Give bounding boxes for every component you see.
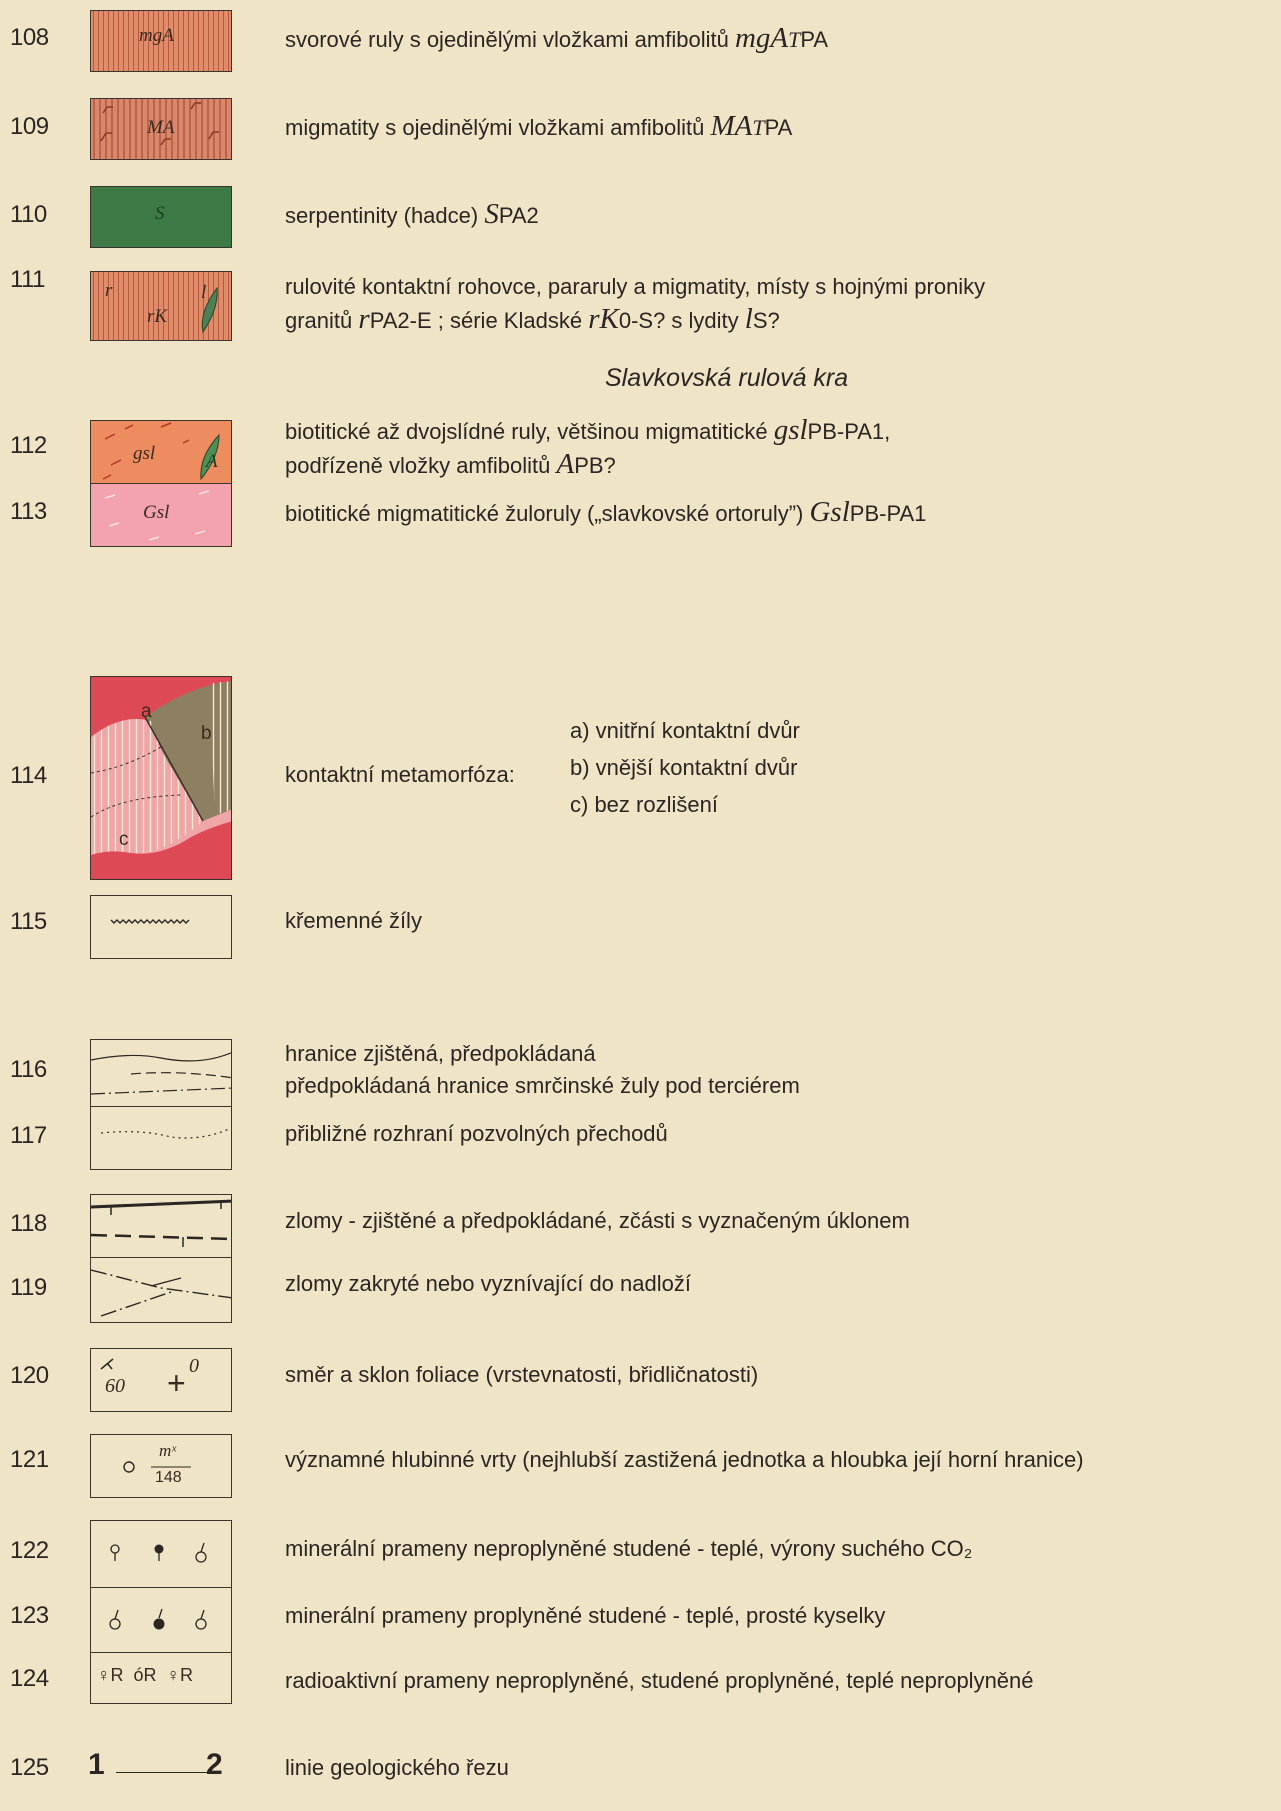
legend-text-122: minerální prameny neproplyněné studené - teplé, výrony suchého CO₂ — [285, 1536, 973, 1561]
legend-text-108 — [285, 22, 828, 56]
desc-text: migmatity s ojedinělými vložkami amfibolitů — [285, 115, 705, 140]
dip-zero: 0 — [189, 1355, 199, 1377]
desc-line-2 — [285, 303, 985, 337]
zone-label-c: c — [119, 829, 129, 850]
row-number-114: 114 — [10, 762, 47, 789]
desc-line-1: hranice zjištěná, předpokládaná — [285, 1041, 596, 1066]
text: granitů — [285, 308, 353, 333]
legend-swatch-radioactive-springs — [90, 1652, 232, 1704]
unit-symbol: MA — [710, 110, 753, 142]
legend-text-119: zlomy zakryté nebo vyznívající do nadloží — [285, 1271, 691, 1296]
section-end-label: 2 — [206, 1748, 223, 1781]
legend-text-117: přibližné rozhraní pozvolných přechodů — [285, 1121, 668, 1146]
legend-text-116 — [285, 1038, 800, 1102]
row-number-116: 116 — [10, 1056, 47, 1083]
row-number-123: 123 — [10, 1602, 49, 1629]
row-number-122: 122 — [10, 1537, 49, 1564]
desc-line-2 — [285, 448, 890, 482]
legend-swatch-orthogneiss — [90, 483, 232, 547]
swatch-label: S — [155, 203, 165, 224]
swatch-label-r: r — [105, 280, 113, 301]
age-code: PB-PA1 — [849, 501, 927, 526]
desc-line-1 — [285, 414, 890, 448]
age-code: PA — [764, 115, 793, 140]
legend-text-113 — [285, 496, 926, 530]
unit-symbol: l — [744, 303, 753, 335]
section-line — [116, 1772, 208, 1773]
desc-line-1: rulovité kontaktní rohovce, pararuly a migmatity, místy s hojnými proniky — [285, 274, 986, 299]
row-number-111: 111 — [10, 266, 45, 293]
legend-swatch-serpentinite — [90, 186, 232, 248]
legend-text-114-b: b) vnější kontaktní dvůr — [570, 755, 798, 780]
row-number-109: 109 — [10, 113, 49, 140]
legend-text-114-c: c) bez rozlišení — [570, 792, 718, 817]
legend-swatch-biotite-gneiss — [90, 420, 232, 484]
row-number-112: 112 — [10, 432, 47, 459]
swatch-label: MA — [147, 117, 175, 138]
swatch-label-a: A — [206, 451, 218, 472]
swatch-label: mgA — [139, 25, 174, 46]
radioactive-symbols: ♀R óR ♀R — [97, 1665, 194, 1685]
text: podřízeně vložky amfibolitů — [285, 453, 551, 478]
section-line-symbol — [88, 1746, 238, 1786]
legend-swatch-borehole — [90, 1434, 232, 1498]
text: 0-S? s lydity — [618, 308, 739, 333]
row-number-125: 125 — [10, 1754, 49, 1781]
desc-text: svorové ruly s ojedinělými vložkami amfibolitů — [285, 27, 729, 52]
legend-text-114-lead: kontaktní metamorfóza: — [285, 762, 515, 787]
legend-text-109 — [285, 110, 792, 144]
legend-text-111 — [285, 271, 985, 337]
desc-line-2: předpokládaná hranice smrčinské žuly pod terciérem — [285, 1073, 800, 1098]
swatch-label: Gsl — [143, 502, 170, 523]
unit-symbol: rK — [588, 303, 619, 335]
legend-text-120: směr a sklon foliace (vrstevnatosti, břidličnatosti) — [285, 1362, 759, 1387]
row-number-117: 117 — [10, 1122, 47, 1149]
unit-subscript: T — [752, 115, 765, 140]
horizontal-symbol: + — [167, 1365, 186, 1401]
row-number-113: 113 — [10, 498, 47, 525]
zone-label-b: b — [201, 723, 212, 744]
legend-text-124: radioaktivní prameny neproplyněné, studené proplyněné, teplé neproplyněné — [285, 1668, 1034, 1693]
unit-symbol: S — [484, 198, 499, 230]
desc-text: biotitické migmatitické žuloruly („slavkovské ortoruly”) — [285, 501, 804, 526]
legend-swatch-boundaries — [90, 1039, 232, 1107]
desc-text: serpentinity (hadce) — [285, 203, 479, 228]
legend-text-112 — [285, 414, 890, 482]
age-code: PA2 — [498, 203, 539, 228]
legend-swatch-foliation — [90, 1348, 232, 1412]
unit-symbol: mgA — [734, 22, 789, 54]
unit-symbol: r — [358, 303, 370, 335]
row-number-121: 121 — [10, 1446, 49, 1473]
section-heading: Slavkovská rulová kra — [605, 364, 849, 392]
swatch-label-gsl: gsl — [133, 443, 156, 464]
zone-label-a: a — [141, 701, 152, 722]
text: PA2-E ; série Kladské — [369, 308, 583, 333]
unit-symbol: A — [556, 448, 575, 480]
legend-swatch-mica-schist-gneiss — [90, 10, 232, 72]
legend-swatch-migmatite — [90, 98, 232, 160]
legend-text-121: významné hlubinné vrty (nejhlubší zastižená jednotka a hloubka její horní hranice) — [285, 1447, 1084, 1472]
section-start-label: 1 — [88, 1748, 105, 1781]
row-number-110: 110 — [10, 201, 47, 228]
row-number-119: 119 — [10, 1274, 47, 1301]
unit-symbol: Gsl — [809, 496, 850, 528]
unit-symbol: gsl — [773, 414, 808, 446]
legend-text-125: linie geologického řezu — [285, 1755, 509, 1780]
legend-text-118: zlomy - zjištěné a předpokládané, zčásti s vyznačeným úklonem — [285, 1208, 910, 1233]
legend-text-115: křemenné žíly — [285, 908, 422, 933]
legend-swatch-springs-carbonated — [90, 1587, 232, 1653]
legend-text-114-a: a) vnitřní kontaktní dvůr — [570, 718, 800, 743]
unit-subscript: T — [788, 27, 801, 52]
legend-swatch-contact-hornfels — [90, 271, 232, 341]
dip-angle: 60 — [105, 1375, 125, 1397]
row-number-118: 118 — [10, 1210, 47, 1237]
borehole-unit: mˣ — [159, 1441, 177, 1460]
legend-swatch-transition — [90, 1106, 232, 1170]
swatch-label-rk: rK — [147, 306, 168, 327]
row-number-124: 124 — [10, 1665, 49, 1692]
legend-text-123: minerální prameny proplyněné studené - teplé, prosté kyselky — [285, 1603, 886, 1628]
row-number-120: 120 — [10, 1362, 49, 1389]
text: PB? — [574, 453, 616, 478]
legend-swatch-springs-uncarbonated — [90, 1520, 232, 1588]
age-code: PA — [800, 27, 829, 52]
text: PB-PA1, — [807, 419, 891, 444]
row-number-115: 115 — [10, 908, 47, 935]
legend-swatch-contact-metamorphism — [90, 676, 232, 880]
legend-swatch-faults — [90, 1194, 232, 1258]
legend-swatch-covered-faults — [90, 1257, 232, 1323]
text: S? — [752, 308, 780, 333]
text: biotitické až dvojslídné ruly, většinou migmatitické — [285, 419, 768, 444]
legend-text-110 — [285, 198, 539, 232]
legend-swatch-quartz-veins — [90, 895, 232, 959]
borehole-depth: 148 — [155, 1469, 182, 1486]
row-number-108: 108 — [10, 24, 49, 51]
swatch-label-l: l — [201, 282, 207, 303]
